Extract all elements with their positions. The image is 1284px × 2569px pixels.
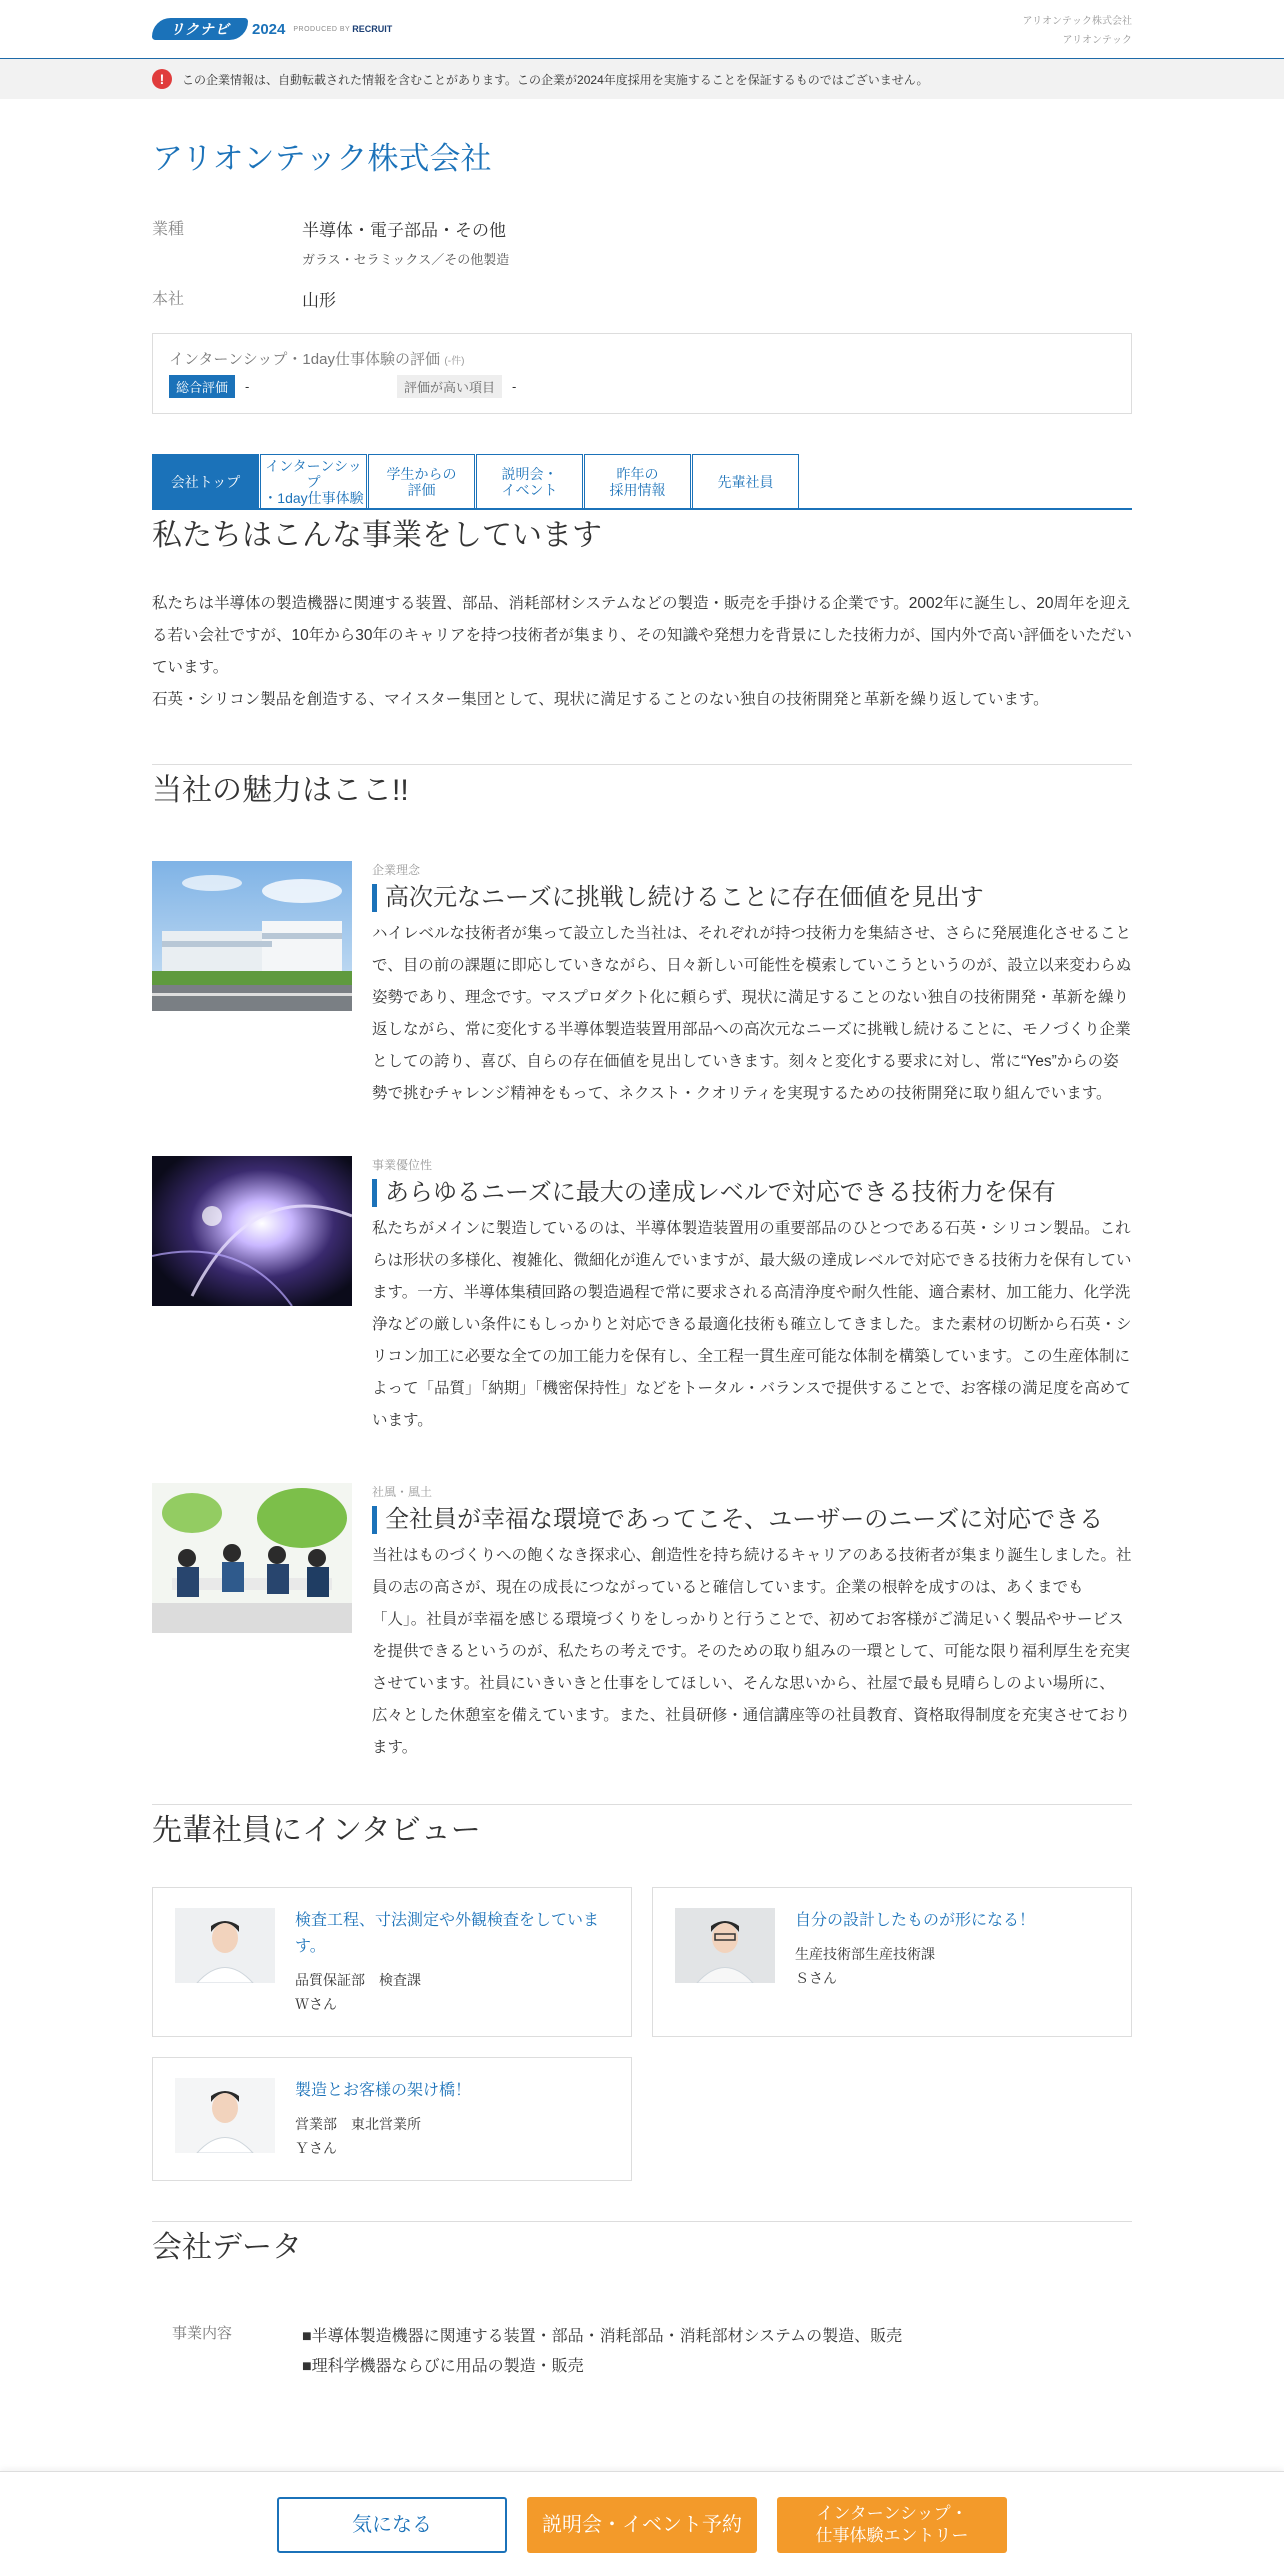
logo-produced-by: PRODUCED BY bbox=[293, 25, 351, 33]
charm-text: 私たちがメインに製造しているのは、半導体製造装置用の重要部品のひとつである石英・シリコン製品。これらは形状の多様化、複雑化、微細化が進んでいますが、最大級の達成レベルで対応できる技術力を保有しています。一方、半導体集積回路の製造過程で常に要求される高清浄度や耐久性能、適合素材、加工能力、化学洗浄などの厳しい条件にもしっかりと対応できる最適化技術も確立してきました。また素材の切断から石英・シリコン加工に必要な全ての加工能力を保有し、全工程一貫生産可能な体制を構築しています。この生産体制によって「品質」「納期」「機密保持性」などをトータル・バランスで提供することで、お客様の満足度を高めています。 bbox=[372, 1220, 1132, 1429]
internship-entry-button[interactable]: インターンシップ・ 仕事体験エントリー bbox=[777, 2497, 1007, 2553]
interview-title[interactable]: 自分の設計したものが形になる！ bbox=[795, 1912, 1036, 1929]
business-title: 私たちはこんな事業をしています bbox=[152, 519, 602, 552]
charm-category: 社風・風土 bbox=[372, 1485, 433, 1499]
interview-name: Ｓさん bbox=[795, 1970, 837, 1986]
auto-transfer-notice bbox=[0, 59, 1284, 99]
interview-title[interactable]: 製造とお客様の架け橋！ bbox=[295, 2082, 472, 2099]
charm-title: 当社の魅力はここ!! bbox=[152, 774, 409, 807]
company-name: アリオンテック株式会社 bbox=[152, 141, 492, 176]
high-rated-items-badge: 評価が高い項目 bbox=[397, 375, 502, 398]
charm-item bbox=[152, 1156, 1132, 1437]
tab-senior-employees[interactable]: 先輩社員 bbox=[692, 454, 799, 508]
business-content-label: 事業内容 bbox=[172, 2325, 233, 2342]
logo-mark: リクナビ bbox=[152, 18, 248, 40]
employee-photo bbox=[175, 1908, 275, 1983]
interview-card[interactable] bbox=[152, 1887, 632, 2037]
factory-building-photo bbox=[152, 861, 352, 1011]
logo-recruit: RECRUIT bbox=[352, 24, 393, 34]
evaluation-box bbox=[152, 333, 1132, 414]
evaluation-title: インターンシップ・1day仕事体験の評価 bbox=[169, 351, 440, 368]
employee-photo bbox=[675, 1908, 775, 1983]
interview-department: 生産技術部生産技術課 bbox=[795, 1946, 935, 1962]
business-content-line: ■半導体製造機器に関連する装置・部品・消耗部品・消耗部材システムの製造、販売 bbox=[302, 2328, 903, 2345]
high-rated-items-value: - bbox=[512, 379, 517, 394]
interview-card[interactable] bbox=[152, 2057, 632, 2181]
charm-item bbox=[152, 1483, 1132, 1764]
business-description bbox=[152, 588, 1132, 716]
charm-heading: 高次元なニーズに挑戦し続けることに存在価値を見出す bbox=[372, 884, 1132, 912]
tab-company-top[interactable]: 会社トップ bbox=[152, 454, 259, 508]
hq-value: 山形 bbox=[302, 291, 336, 310]
interview-title[interactable]: 検査工程、寸法測定や外観検査をしています。 bbox=[295, 1912, 600, 1955]
industry-label: 業種 bbox=[152, 221, 185, 238]
bookmark-button[interactable]: 気になる bbox=[277, 2497, 507, 2553]
charm-text: ハイレベルな技術者が集って設立した当社は、それぞれが持つ技術力を集結させ、さらに発展進化させることで、目の前の課題に即応していきながら、日々新しい可能性を模索していこうというのが、設立以来変わらぬ姿勢であり、理念です。マスプロダクト化に頼らず、現状に満足することのない独自の技術開発・革新を繰り返しながら、常に変化する半導体製造装置用部品への高次元なニーズに挑戦し続けることに、モノづくり企業としての誇り、喜び、自らの存在価値を見出していきます。刻々と変化する要求に対し、常に“Yes”からの姿勢で挑むチャレンジ精神をもって、ネクスト・クオリティを実現するための技術開発に取り組んでいます。 bbox=[372, 925, 1132, 1102]
charm-item bbox=[152, 861, 1132, 1110]
header-company-line1: アリオンテック株式会社 bbox=[1022, 16, 1132, 27]
tab-student-reviews[interactable]: 学生からの 評価 bbox=[368, 454, 475, 508]
interview-name: Ｗさん bbox=[295, 1996, 337, 2012]
company-data-title: 会社データ bbox=[152, 2231, 302, 2264]
interviews-title: 先輩社員にインタビュー bbox=[152, 1814, 481, 1847]
overall-rating-badge: 総合評価 bbox=[169, 375, 235, 398]
notice-text: この企業情報は、自動転載された情報を含むことがあります。この企業が2024年度採用を実施することを保証するものではございません。 bbox=[182, 72, 929, 87]
charm-heading: あらゆるニーズに最大の達成レベルで対応できる技術力を保有 bbox=[372, 1179, 1132, 1207]
header-company-info bbox=[1023, 12, 1133, 50]
bottom-action-bar bbox=[0, 2471, 1284, 2569]
industry-value: 半導体・電子部品・その他 bbox=[302, 221, 506, 240]
company-data-row bbox=[152, 2322, 1132, 2382]
employees-break-room-photo bbox=[152, 1483, 352, 1633]
tab-internship[interactable]: インターンシップ ・1day仕事体験 bbox=[260, 454, 367, 508]
header-company-line2: アリオンテック bbox=[1062, 35, 1132, 46]
charm-text: 当社はものづくりへの飽くなき探求心、創造性を持ち続けるキャリアのある技術者が集まり誕生しました。社員の志の高さが、現在の成長につながっていると確信しています。企業の根幹を成すのは、あくまでも「人」。社員が幸福を感じる環境づくりをしっかりと行うことで、初めてお客様がご満足いく製品やサービスを提供できるというのが、私たちの考えです。そのための取り組みの一環として、可能な限り福利厚生を充実させています。社員にいきいきと仕事をしてほしい、そんな思いから、社屋で最も見晴らしのよい場所に、広々とした休憩室を備えています。また、社員研修・通信講座等の社員教育、資格取得制度を充実させております。 bbox=[372, 1547, 1132, 1756]
overall-rating-value: - bbox=[245, 379, 250, 394]
evaluation-count: (-件) bbox=[444, 356, 465, 367]
employee-photo bbox=[175, 2078, 275, 2153]
main-content bbox=[152, 133, 1132, 2382]
event-reservation-button[interactable]: 説明会・イベント予約 bbox=[527, 2497, 757, 2553]
industry-sub: ガラス・セラミックス／その他製造 bbox=[302, 252, 510, 267]
interview-list bbox=[152, 1887, 1132, 2181]
tab-events[interactable]: 説明会・ イベント bbox=[476, 454, 583, 508]
interview-card[interactable] bbox=[652, 1887, 1132, 2037]
business-text-2: 石英・シリコン製品を創造する、マイスター集団として、現状に満足することのない独自の技術開発と革新を繰り返しています。 bbox=[152, 691, 1049, 708]
alert-icon: ! bbox=[152, 69, 172, 89]
charm-category: 企業理念 bbox=[372, 863, 421, 877]
interview-department: 営業部 東北営業所 bbox=[295, 2116, 421, 2132]
interview-department: 品質保証部 検査課 bbox=[295, 1972, 421, 1988]
business-content-line: ■理科学機器ならびに用品の製造・販売 bbox=[302, 2358, 584, 2375]
charm-heading: 全社員が幸福な環境であってこそ、ユーザーのニーズに対応できる bbox=[372, 1506, 1132, 1534]
logo-year: 2024 bbox=[252, 20, 286, 38]
business-text-1: 私たちは半導体の製造機器に関連する装置、部品、消耗部材システムなどの製造・販売を手掛ける企業です。2002年に誕生し、20周年を迎える若い会社ですが、10年から30年のキャリアを持つ技術者が集まり、その知識や発想力を背景にした技術力が、国内外で高い評価をいただいています。 bbox=[152, 595, 1132, 676]
company-tabs bbox=[152, 454, 1132, 510]
site-header bbox=[0, 0, 1284, 59]
quartz-product-photo bbox=[152, 1156, 352, 1306]
interview-name: Ｙさん bbox=[295, 2140, 337, 2156]
hq-row bbox=[152, 286, 1132, 311]
tab-last-year-hiring[interactable]: 昨年の 採用情報 bbox=[584, 454, 691, 508]
charm-category: 事業優位性 bbox=[372, 1158, 433, 1172]
rikunabi-logo[interactable] bbox=[152, 18, 392, 40]
industry-row bbox=[152, 216, 1132, 268]
hq-label: 本社 bbox=[152, 291, 185, 308]
